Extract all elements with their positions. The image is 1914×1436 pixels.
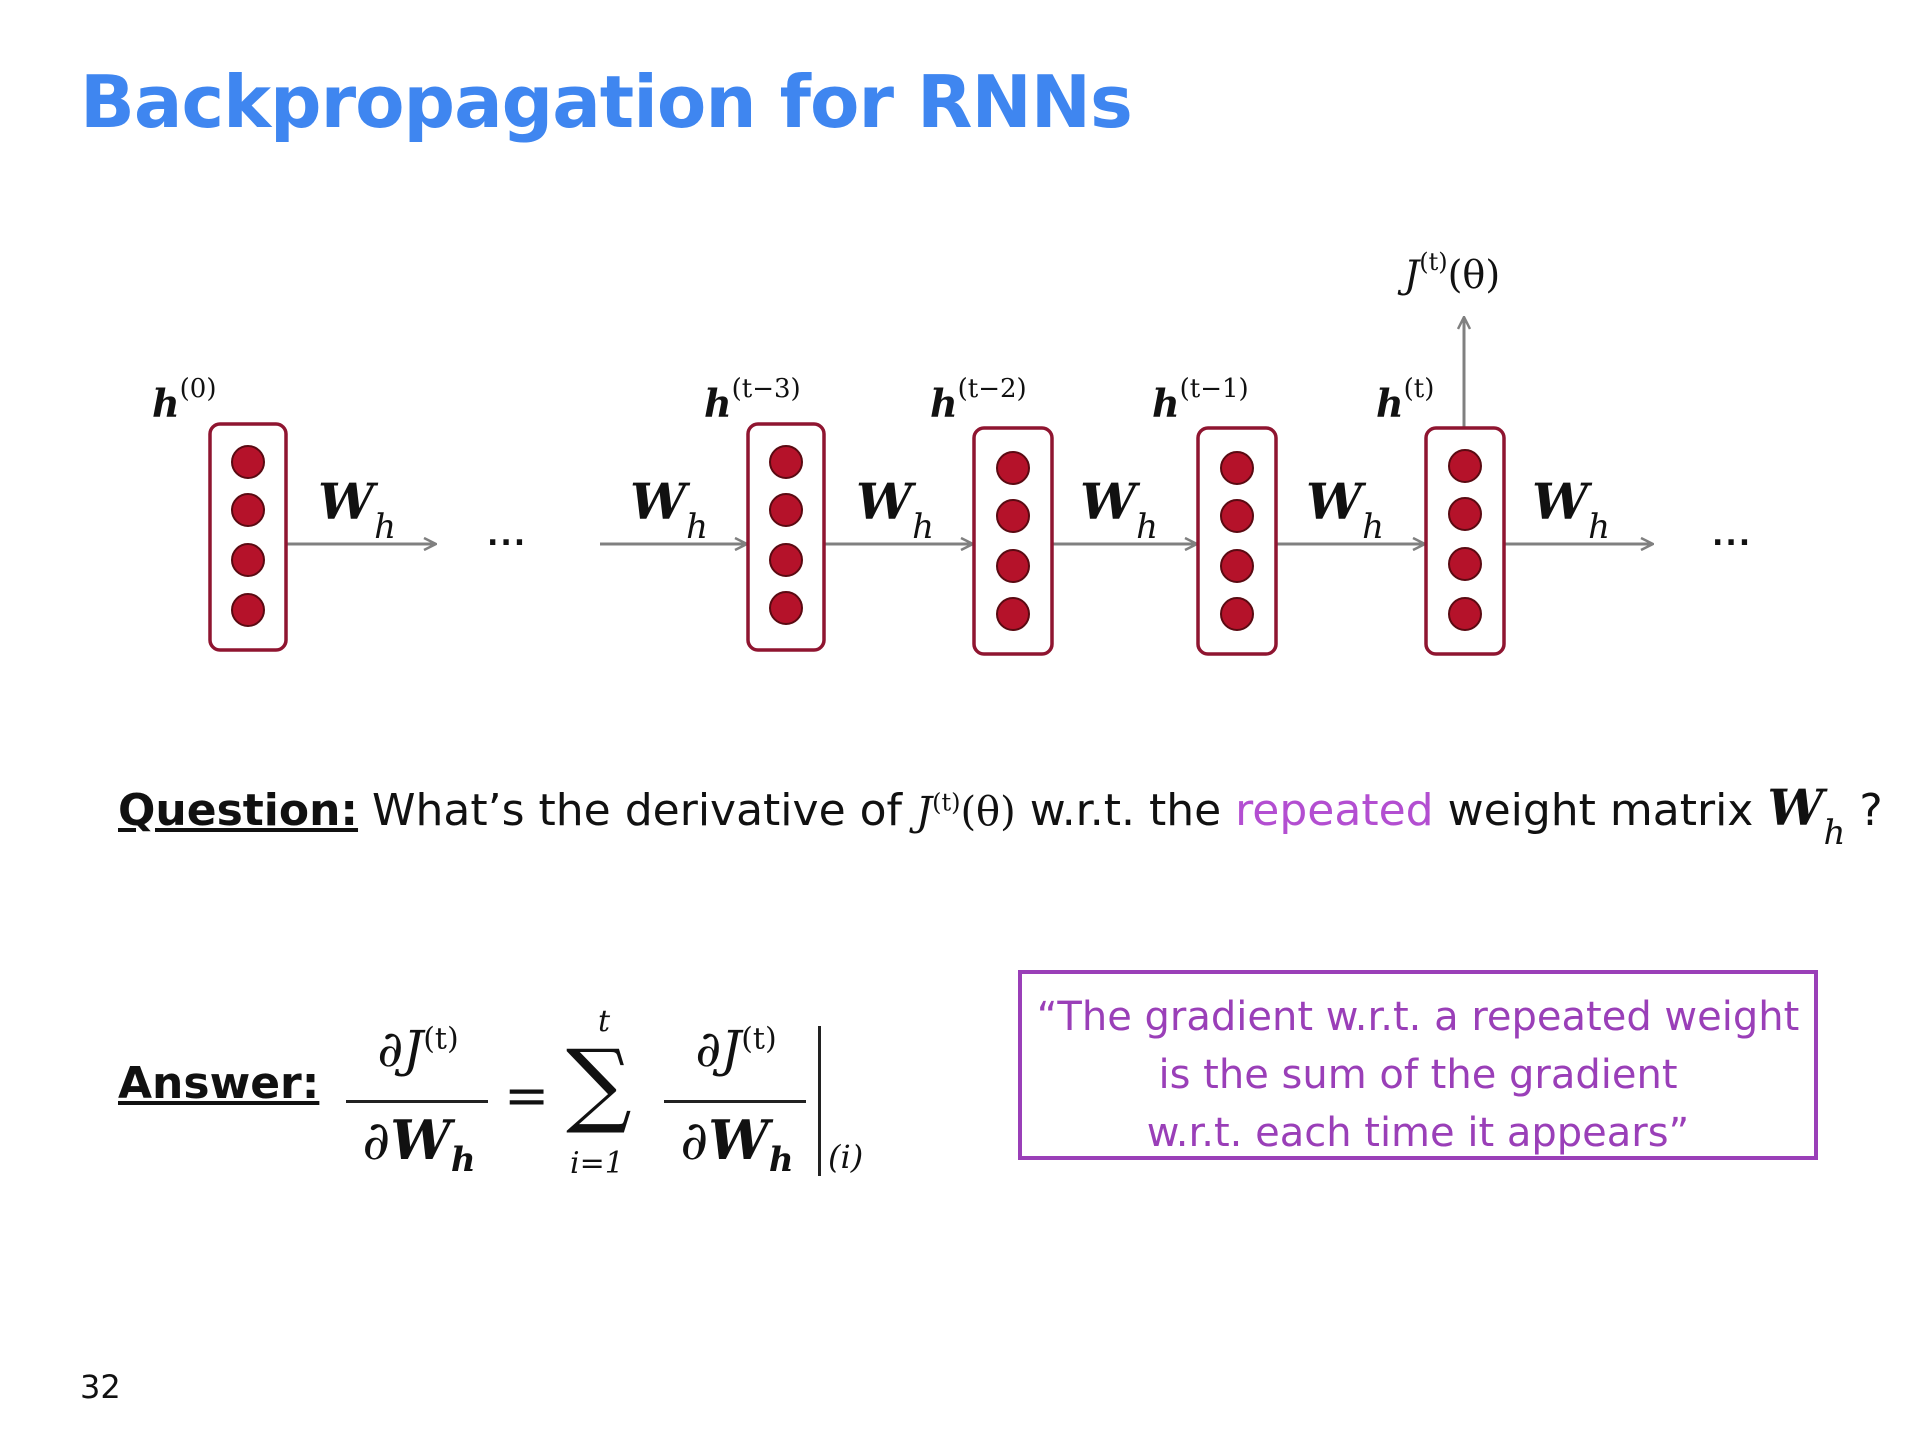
rhs-denominator: $\partial W_h$ — [680, 1108, 794, 1180]
neuron — [1221, 500, 1253, 532]
equals-sign: = — [504, 1064, 550, 1127]
lhs-denominator: $\partial W_h$ — [362, 1108, 476, 1180]
ellipsis: ... — [487, 518, 528, 553]
rhs-numerator: $\partial J^{(t)}$ — [695, 1020, 777, 1078]
hidden-state-ht-1 — [1198, 428, 1276, 654]
neuron — [1449, 548, 1481, 580]
weight-label: $W_h$ — [1532, 472, 1611, 547]
neuron — [770, 494, 802, 526]
neuron — [1221, 452, 1253, 484]
label-ht-1: $h^{(t-1)}$ — [1152, 374, 1249, 426]
question-text: What’s the derivative of — [372, 785, 903, 836]
weight-label: $W_h$ — [856, 472, 935, 547]
lhs-fraction-bar — [346, 1100, 488, 1103]
neuron — [232, 446, 264, 478]
question-line: Question: What’s the derivative of $J^{(t)}(\theta)$ w.r.t. the repeated weight matrix $W_h$ ? — [118, 778, 1883, 853]
evaluation-subscript: (i) — [828, 1138, 864, 1176]
neuron — [1449, 498, 1481, 530]
neuron — [1221, 550, 1253, 582]
page-number: 32 — [80, 1368, 121, 1406]
sum-symbol: ∑ — [566, 1030, 632, 1137]
neuron — [1221, 598, 1253, 630]
neuron — [1449, 450, 1481, 482]
question-label: Question: — [118, 785, 359, 836]
hidden-state-ht-3 — [748, 424, 824, 650]
sum-upper: t — [598, 1004, 611, 1039]
label-h0: $h^{(0)}$ — [152, 374, 217, 426]
weight-label: $W_h$ — [630, 472, 709, 547]
weight-label: $W_h$ — [1080, 472, 1159, 547]
lhs-numerator: $\partial J^{(t)}$ — [377, 1020, 459, 1078]
neuron — [997, 500, 1029, 532]
hidden-state-ht-2 — [974, 428, 1052, 654]
quote-line-2: is the sum of the gradient — [1158, 1052, 1678, 1098]
neuron — [232, 544, 264, 576]
hidden-state-h0 — [210, 424, 286, 650]
neuron — [997, 598, 1029, 630]
ellipsis: ... — [1712, 518, 1753, 553]
label-ht-3: $h^{(t-3)}$ — [704, 374, 801, 426]
label-ht-2: $h^{(t-2)}$ — [930, 374, 1027, 426]
rhs-fraction-bar — [664, 1100, 806, 1103]
neuron — [232, 594, 264, 626]
quote-line-3: w.r.t. each time it appears” — [1146, 1110, 1690, 1156]
weight-label: $W_h$ — [1306, 472, 1385, 547]
answer-equation — [340, 1004, 900, 1210]
weight-label: $W_h$ — [318, 472, 397, 547]
neuron — [770, 446, 802, 478]
neuron — [770, 544, 802, 576]
question-math-W: $W_h$ — [1767, 778, 1846, 853]
slide-title: Backpropagation for RNNs — [80, 60, 1132, 144]
sum-lower: i=1 — [570, 1146, 624, 1181]
quote-line-1: “The gradient w.r.t. a repeated weight — [1036, 994, 1800, 1040]
neuron — [997, 550, 1029, 582]
hidden-state-ht — [1426, 428, 1504, 654]
neuron — [997, 452, 1029, 484]
evaluation-bar — [818, 1026, 821, 1176]
answer-label: Answer: — [118, 1058, 320, 1109]
highlight-repeated: repeated — [1235, 785, 1434, 836]
neuron — [770, 592, 802, 624]
label-ht: $h^{(t)}$ — [1376, 374, 1435, 426]
neuron — [232, 494, 264, 526]
quote-box — [1018, 970, 1818, 1160]
loss-label: $J^{(t)}(\theta)$ — [1404, 248, 1501, 297]
question-math-J: $J^{(t)}(\theta)$ — [916, 788, 1016, 835]
neuron — [1449, 598, 1481, 630]
rnn-unrolled-diagram — [0, 0, 1914, 700]
